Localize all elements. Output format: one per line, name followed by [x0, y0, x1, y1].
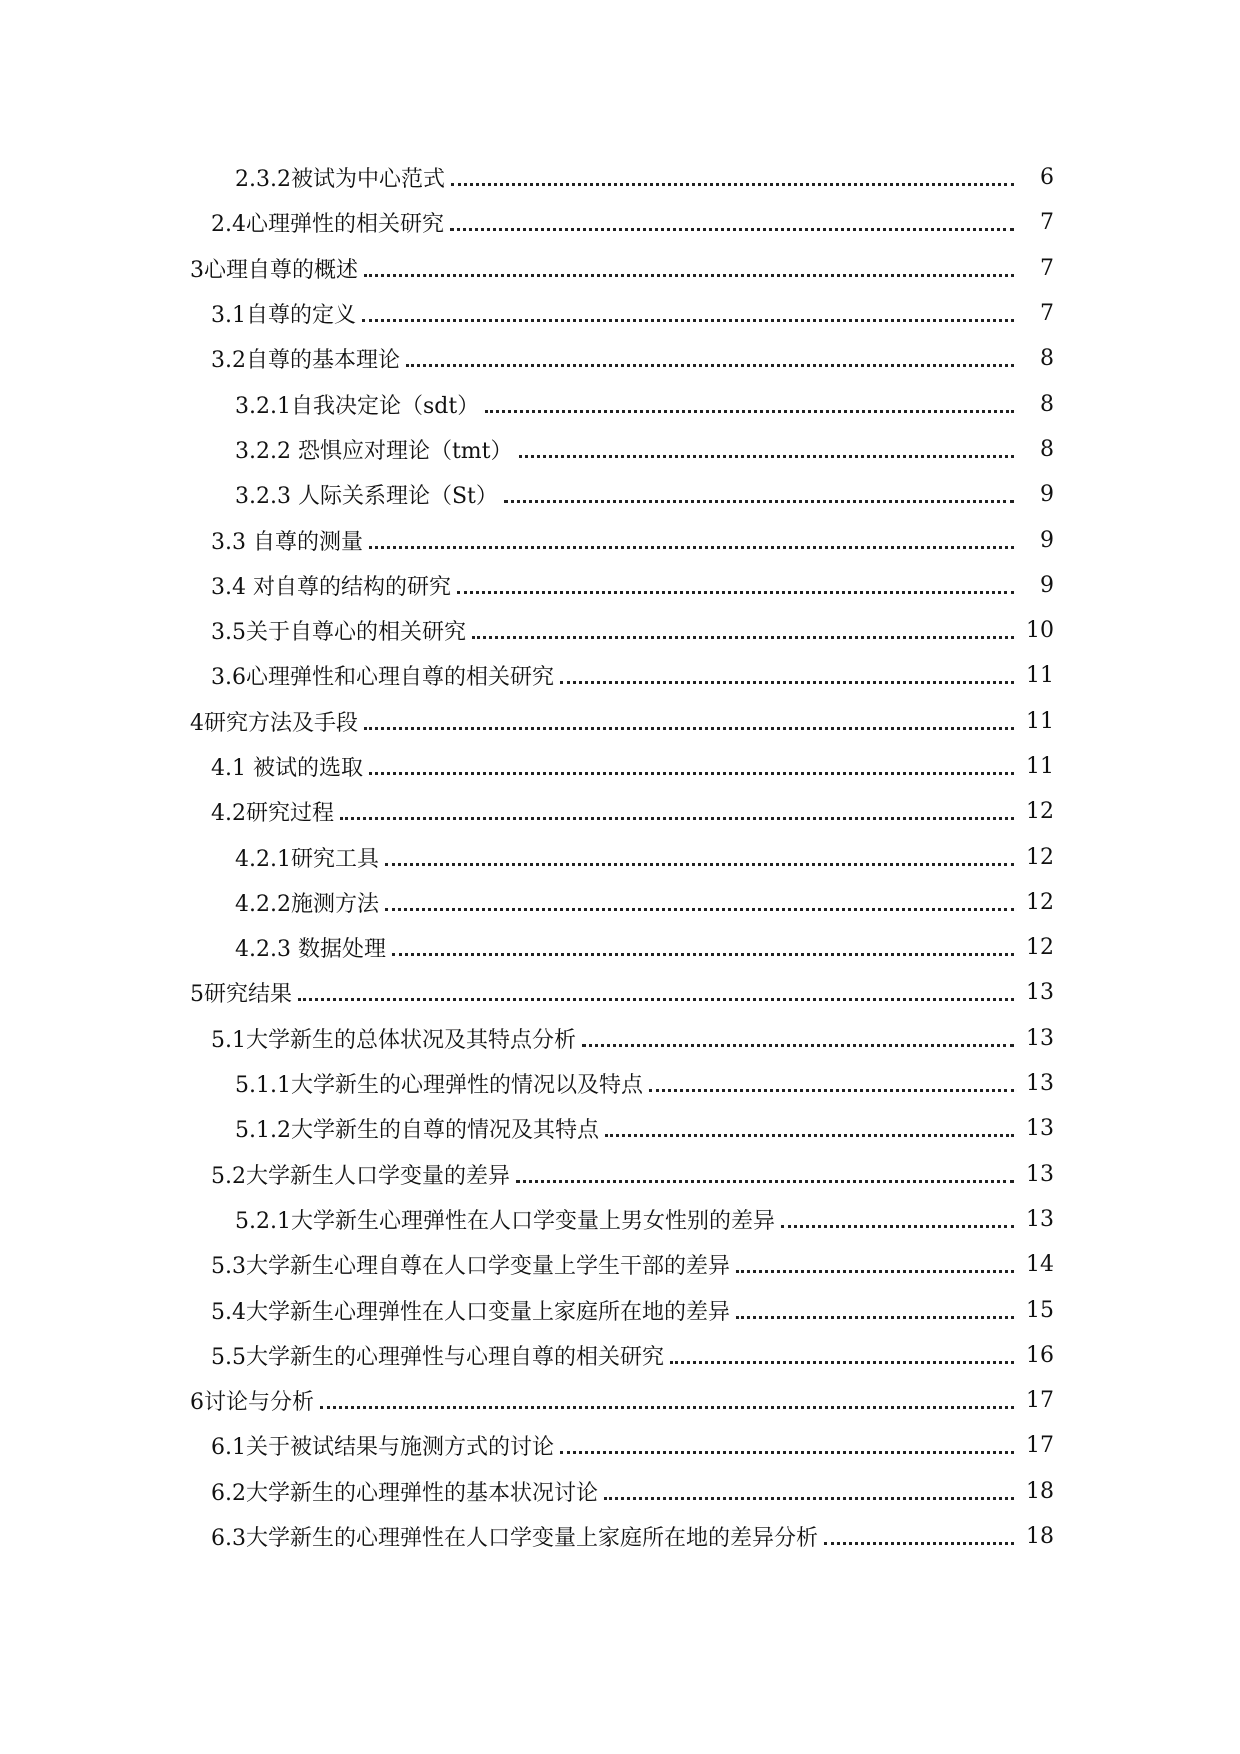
- toc-dot-leader: [472, 614, 1014, 639]
- toc-entry-title: 4.2.3 数据处理: [235, 937, 386, 963]
- toc-dot-leader: [736, 1294, 1014, 1319]
- toc-entry-title: 6讨论与分析: [190, 1390, 314, 1416]
- toc-entry-page-number: 15: [1026, 1297, 1054, 1323]
- toc-entry-title: 4.1 被试的选取: [211, 756, 363, 781]
- toc-entry[interactable]: [0, 1197, 1240, 1242]
- toc-dot-leader: [560, 1429, 1014, 1454]
- toc-dot-leader: [392, 931, 1014, 956]
- toc-entry-title: 5研究结果: [190, 982, 292, 1008]
- toc-entry-title: 2.3.2被试为中心范式: [235, 167, 445, 193]
- toc-entry-title: 3.3 自尊的测量: [211, 529, 363, 555]
- toc-entry-page-number: 11: [1026, 708, 1054, 734]
- toc-dot-leader: [320, 1384, 1014, 1409]
- toc-dot-leader: [604, 1475, 1014, 1500]
- toc-entry[interactable]: [0, 653, 1240, 698]
- toc-entry-title: 6.1关于被试结果与施测方式的讨论: [211, 1435, 554, 1461]
- toc-entry-page-number: 9: [1040, 482, 1054, 508]
- toc-entry-page-number: 13: [1026, 1206, 1054, 1232]
- toc-entry[interactable]: [0, 608, 1240, 653]
- toc-dot-leader: [340, 795, 1014, 820]
- toc-dot-leader: [605, 1112, 1014, 1137]
- toc-entry-page-number: 7: [1040, 301, 1054, 327]
- toc-dot-leader: [369, 750, 1014, 775]
- toc-entry[interactable]: [0, 1016, 1240, 1061]
- toc-entry-page-number: 17: [1026, 1433, 1054, 1459]
- toc-entry-page-number: 13: [1026, 1116, 1054, 1142]
- toc-entry-title: 5.5大学新生的心理弹性与心理自尊的相关研究: [211, 1344, 664, 1370]
- toc-entry-page-number: 8: [1040, 346, 1054, 372]
- toc-entry[interactable]: [0, 1378, 1240, 1423]
- toc-dot-leader: [450, 206, 1014, 231]
- toc-dot-leader: [582, 1022, 1014, 1047]
- table-of-contents: [0, 155, 1240, 1559]
- toc-dot-leader: [364, 252, 1014, 277]
- toc-dot-leader: [385, 886, 1014, 911]
- toc-entry-title: 4研究方法及手段: [190, 710, 358, 736]
- toc-dot-leader: [519, 433, 1014, 458]
- toc-entry-title: 3.2自尊的基本理论: [211, 348, 400, 374]
- toc-dot-leader: [298, 976, 1014, 1001]
- toc-entry-title: 2.4心理弹性的相关研究: [211, 212, 444, 238]
- toc-entry-page-number: 16: [1026, 1342, 1054, 1368]
- toc-entry-page-number: 10: [1026, 618, 1054, 644]
- toc-entry-page-number: 6: [1040, 165, 1054, 191]
- toc-entry[interactable]: [0, 880, 1240, 925]
- toc-entry-page-number: 11: [1026, 754, 1054, 779]
- toc-dot-leader: [364, 705, 1014, 730]
- toc-entry[interactable]: [0, 834, 1240, 879]
- toc-entry-page-number: 18: [1026, 1478, 1054, 1504]
- toc-entry-page-number: 12: [1026, 844, 1054, 870]
- toc-entry[interactable]: [0, 1152, 1240, 1197]
- toc-entry-title: 5.4大学新生心理弹性在人口变量上家庭所在地的差异: [211, 1299, 730, 1325]
- toc-entry[interactable]: [0, 1242, 1240, 1287]
- toc-dot-leader: [362, 297, 1014, 322]
- toc-entry-page-number: 13: [1026, 1071, 1054, 1097]
- toc-entry[interactable]: [0, 472, 1240, 517]
- toc-dot-leader: [451, 161, 1014, 186]
- toc-dot-leader: [736, 1248, 1014, 1273]
- toc-entry-title: 3.2.2 恐惧应对理论（tmt）: [235, 438, 513, 464]
- toc-entry-page-number: 12: [1026, 889, 1054, 915]
- toc-entry-title: 5.3大学新生心理自尊在人口学变量上学生干部的差异: [211, 1254, 730, 1280]
- toc-entry-page-number: 18: [1026, 1524, 1054, 1550]
- toc-entry[interactable]: [0, 925, 1240, 970]
- toc-entry-page-number: 13: [1026, 1161, 1054, 1187]
- toc-entry-title: 3.2.1自我决定论（sdt）: [235, 393, 480, 419]
- toc-entry-title: 3.6心理弹性和心理自尊的相关研究: [211, 665, 554, 691]
- toc-dot-leader: [369, 524, 1014, 549]
- toc-entry-page-number: 12: [1026, 935, 1054, 961]
- toc-entry[interactable]: [0, 1287, 1240, 1332]
- toc-entry[interactable]: [0, 381, 1240, 426]
- toc-entry-page-number: 9: [1040, 527, 1054, 553]
- toc-dot-leader: [781, 1203, 1014, 1228]
- toc-entry[interactable]: [0, 970, 1240, 1015]
- toc-entry[interactable]: [0, 246, 1240, 291]
- toc-entry-page-number: 8: [1040, 391, 1054, 417]
- toc-dot-leader: [670, 1339, 1014, 1364]
- toc-entry-page-number: 13: [1026, 980, 1054, 1006]
- toc-entry[interactable]: [0, 563, 1240, 608]
- toc-entry[interactable]: [0, 155, 1240, 200]
- toc-entry[interactable]: [0, 1423, 1240, 1468]
- toc-entry-title: 3.2.3 人际关系理论（St）: [235, 484, 498, 510]
- toc-entry-page-number: 17: [1026, 1388, 1054, 1414]
- toc-entry[interactable]: [0, 291, 1240, 336]
- toc-dot-leader: [649, 1067, 1014, 1092]
- toc-entry-page-number: 7: [1040, 210, 1054, 236]
- toc-entry[interactable]: [0, 744, 1240, 789]
- toc-entry-title: 3心理自尊的概述: [190, 257, 358, 283]
- toc-entry-title: 5.1大学新生的总体状况及其特点分析: [211, 1027, 576, 1053]
- toc-dot-leader: [406, 342, 1014, 367]
- toc-dot-leader: [516, 1158, 1014, 1183]
- toc-entry-title: 3.5关于自尊心的相关研究: [211, 620, 466, 646]
- toc-entry[interactable]: [0, 699, 1240, 744]
- toc-entry-page-number: 13: [1026, 1025, 1054, 1051]
- toc-entry[interactable]: [0, 427, 1240, 472]
- toc-entry-page-number: 14: [1026, 1252, 1054, 1278]
- toc-entry-title: 5.1.2大学新生的自尊的情况及其特点: [235, 1118, 599, 1144]
- toc-dot-leader: [504, 478, 1014, 503]
- toc-entry[interactable]: [0, 517, 1240, 562]
- toc-entry[interactable]: [0, 1514, 1240, 1559]
- toc-entry[interactable]: [0, 1106, 1240, 1151]
- toc-entry-title: 5.1.1大学新生的心理弹性的情况以及特点: [235, 1073, 643, 1099]
- toc-dot-leader: [560, 659, 1014, 684]
- toc-entry-page-number: 11: [1026, 663, 1054, 689]
- toc-entry-title: 5.2.1大学新生心理弹性在人口学变量上男女性别的差异: [235, 1208, 775, 1234]
- toc-entry-title: 3.4 对自尊的结构的研究: [211, 574, 451, 600]
- toc-dot-leader: [824, 1520, 1014, 1545]
- toc-entry-title: 5.2大学新生人口学变量的差异: [211, 1163, 510, 1189]
- toc-entry[interactable]: [0, 789, 1240, 834]
- toc-entry-title: 3.1自尊的定义: [211, 303, 356, 329]
- toc-entry[interactable]: [0, 1333, 1240, 1378]
- toc-entry-title: 4.2研究过程: [211, 801, 334, 827]
- toc-entry-page-number: 8: [1040, 436, 1054, 462]
- toc-entry[interactable]: [0, 1469, 1240, 1514]
- toc-entry-title: 6.2大学新生的心理弹性的基本状况讨论: [211, 1480, 598, 1506]
- toc-entry-title: 4.2.2施测方法: [235, 891, 379, 917]
- toc-entry[interactable]: [0, 336, 1240, 381]
- toc-entry[interactable]: [0, 200, 1240, 245]
- toc-dot-leader: [485, 388, 1014, 413]
- toc-entry-page-number: 9: [1040, 572, 1054, 598]
- toc-entry-title: 4.2.1研究工具: [235, 846, 379, 872]
- toc-entry-title: 6.3大学新生的心理弹性在人口学变量上家庭所在地的差异分析: [211, 1526, 818, 1552]
- toc-entry[interactable]: [0, 1061, 1240, 1106]
- toc-dot-leader: [385, 841, 1014, 866]
- toc-dot-leader: [457, 569, 1014, 594]
- toc-entry-page-number: 12: [1026, 799, 1054, 825]
- toc-entry-page-number: 7: [1040, 255, 1054, 281]
